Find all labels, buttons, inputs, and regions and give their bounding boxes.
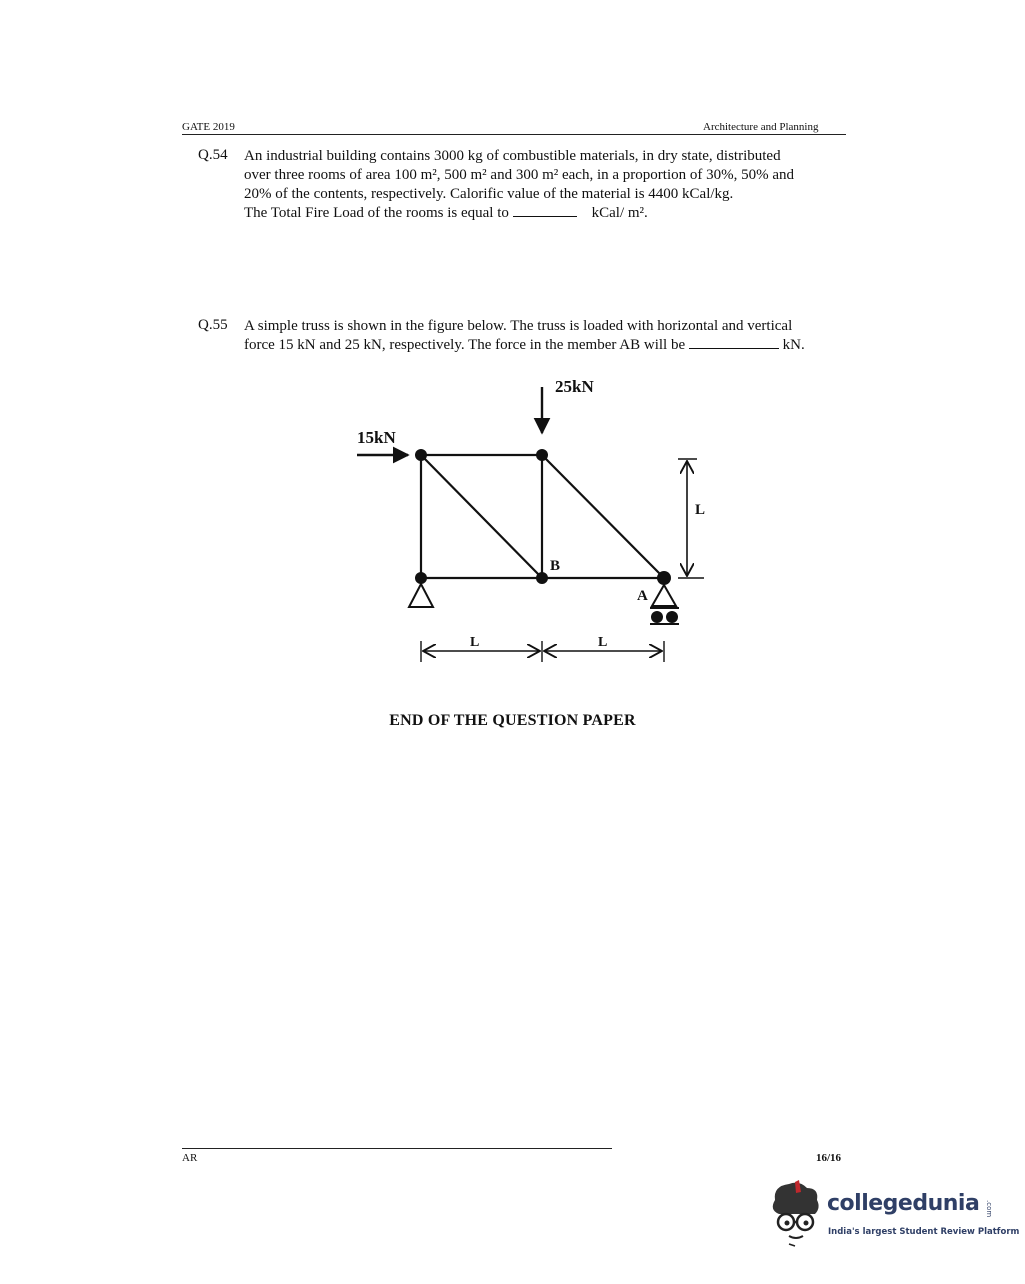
question-54-line-2: over three rooms of area 100 m², 500 m² and 300 m² each, in a proportion of 30%, 50% and [244, 167, 795, 183]
question-number-55: Q.55 [198, 317, 228, 333]
pin-support-icon [409, 584, 433, 607]
footer-paper-code: AR [182, 1152, 198, 1164]
joint-a [657, 571, 671, 585]
end-of-paper-heading: END OF THE QUESTION PAPER [389, 712, 636, 729]
member-left-diagonal [421, 455, 542, 578]
collegedunia-com-label: .com [985, 1200, 993, 1218]
footer-page-number: 16/16 [816, 1152, 842, 1164]
question-54-line-1: An industrial building contains 3000 kg of combustible materials, in dry state, distributed [244, 148, 781, 164]
joint-top-left [415, 449, 427, 461]
collegedunia-tagline: India's largest Student Review Platform [828, 1227, 1020, 1237]
roller-support-icon [650, 585, 679, 624]
label-height-l: L [695, 502, 706, 518]
question-55-unit: kN. [782, 337, 805, 353]
footer-divider [182, 1148, 612, 1149]
label-node-a: A [637, 588, 648, 604]
question-number-54: Q.54 [198, 147, 228, 163]
member-right-diagonal [542, 455, 664, 578]
question-55-prompt: force 15 kN and 25 kN, respectively. The force in the member AB will be [244, 337, 686, 353]
joint-b [536, 572, 548, 584]
label-span-right-l: L [598, 635, 608, 650]
label-vertical-load: 25kN [555, 377, 594, 396]
question-54-unit: kCal/ m². [591, 205, 648, 221]
question-54-prompt: The Total Fire Load of the rooms is equal to [244, 205, 509, 221]
collegedunia-wordmark: collegedunia [827, 1191, 980, 1216]
label-node-b: B [550, 558, 561, 574]
collegedunia-mascot-icon [765, 1178, 827, 1248]
label-horizontal-load: 15kN [357, 428, 396, 447]
header-subject: Architecture and Planning [703, 121, 819, 133]
question-55-line-1: A simple truss is shown in the figure below. The truss is loaded with horizontal and vertical [244, 318, 793, 334]
question-54-line-3: 20% of the contents, respectively. Calorific value of the material is 4400 kCal/kg. [244, 186, 734, 202]
truss-members [421, 455, 664, 578]
label-span-left-l: L [470, 635, 480, 650]
header-exam-title: GATE 2019 [182, 121, 235, 133]
joint-top-middle [536, 449, 548, 461]
